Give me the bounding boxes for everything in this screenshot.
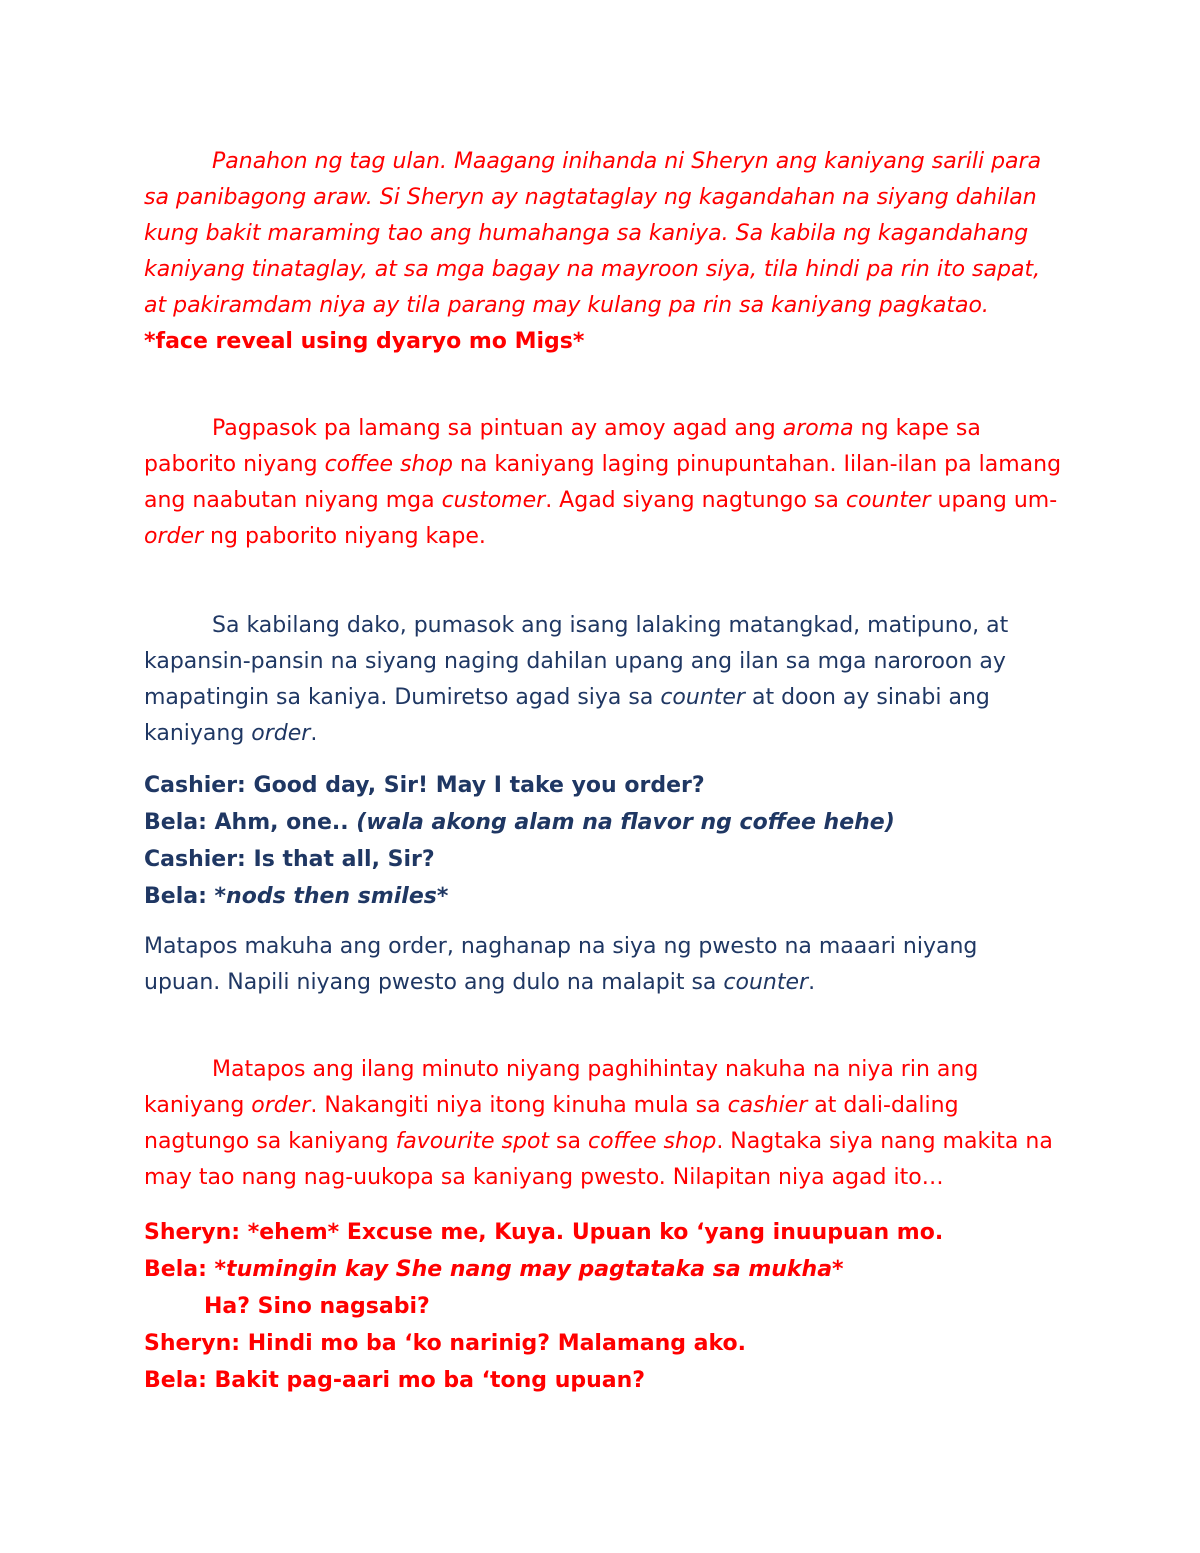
text: at dali-daling bbox=[807, 1093, 959, 1118]
text: Bela: * bbox=[144, 884, 227, 909]
paragraph-5 bbox=[144, 1052, 1064, 1196]
paragraph-5-line-4: may tao nang nag-uukopa sa kaniyang pwesto. Nilapitan niya agad ito… bbox=[144, 1165, 944, 1190]
stage-note bbox=[144, 324, 1064, 360]
text: ng paborito niyang kape. bbox=[203, 524, 486, 549]
dialogue-1 bbox=[144, 767, 1064, 915]
paragraph-4 bbox=[144, 929, 1064, 1001]
dialogue-line: Cashier: Good day, Sir! May I take you order? bbox=[144, 773, 705, 798]
emphasis: tumingin kay She nang may pagtataka sa mukha bbox=[226, 1257, 833, 1282]
emphasis: cashier bbox=[727, 1093, 808, 1118]
paragraph-5-line-2 bbox=[144, 1088, 1064, 1124]
emphasis: counter bbox=[660, 685, 745, 710]
dialogue-line: Sheryn: Hindi mo ba ‘ko narinig? Malamang ako. bbox=[144, 1331, 747, 1356]
text: * bbox=[436, 884, 449, 909]
dialogue-line: Bela: Bakit pag-aari mo ba ‘tong upuan? bbox=[144, 1368, 646, 1393]
emphasis: nods then smiles bbox=[226, 884, 437, 909]
text: Pagpasok pa lamang sa pintuan ay amoy agad ang bbox=[212, 416, 783, 441]
paragraph-5-line-1: Matapos ang ilang minuto niyang paghihintay nakuha na niya rin ang bbox=[212, 1057, 979, 1082]
text: . Nakangiti niya itong kinuha mula sa bbox=[310, 1093, 728, 1118]
dialogue-line bbox=[144, 804, 1064, 841]
dialogue-line: Ha? Sino nagsabi? bbox=[204, 1294, 430, 1319]
dialogue-line: Sheryn: *ehem* Excuse me, Kuya. Upuan ko ‘yang inuupuan mo. bbox=[144, 1220, 944, 1245]
paragraph-2-line-4 bbox=[144, 519, 1064, 555]
emphasis: (wala akong alam na flavor ng coffee hehe) bbox=[356, 810, 895, 835]
text: nagtungo sa kaniyang bbox=[144, 1129, 396, 1154]
emphasis: aroma bbox=[782, 416, 854, 441]
emphasis: coffee shop bbox=[324, 452, 453, 477]
paragraph-3-line-2: kapansin-pansin na siyang naging dahilan upang ang ilan sa mga naroroon ay bbox=[144, 649, 1006, 674]
text: upang um- bbox=[930, 488, 1058, 513]
dialogue-line: Cashier: Is that all, Sir? bbox=[144, 847, 435, 872]
paragraph-1 bbox=[144, 144, 1064, 324]
dialogue-line bbox=[144, 1251, 1064, 1288]
paragraph-2-line-3 bbox=[144, 483, 1064, 519]
emphasis: order bbox=[251, 721, 311, 746]
text: Bela: Ahm, one.. bbox=[144, 810, 357, 835]
text: at doon ay sinabi ang bbox=[744, 685, 990, 710]
emphasis: order bbox=[251, 1093, 311, 1118]
text: Bela: * bbox=[144, 1257, 227, 1282]
paragraph-1-line-2: sa panibagong araw. Si Sheryn ay nagtataglay ng kagandahan na siyang dahilan bbox=[144, 185, 1037, 210]
emphasis: customer bbox=[441, 488, 546, 513]
text: mapatingin sa kaniya. Dumiretso agad siya sa bbox=[144, 685, 661, 710]
emphasis: favourite spot bbox=[395, 1129, 550, 1154]
emphasis: counter bbox=[845, 488, 931, 513]
paragraph-3-line-3 bbox=[144, 680, 1064, 716]
stage-note-text: *face reveal using dyaryo mo Migs* bbox=[144, 329, 585, 354]
dialogue-line bbox=[144, 878, 1064, 915]
emphasis: order bbox=[144, 524, 204, 549]
text: sa bbox=[549, 1129, 588, 1154]
paragraph-1-line-4: kaniyang tinataglay, at sa mga bagay na mayroon siya, tila hindi pa rin ito sapat, bbox=[144, 257, 1041, 282]
paragraph-3-line-4 bbox=[144, 716, 1064, 752]
paragraph-3 bbox=[144, 608, 1064, 752]
paragraph-2-line-1 bbox=[144, 411, 1064, 447]
dialogue-2 bbox=[144, 1214, 1064, 1399]
paragraph-4-line-2 bbox=[144, 965, 1064, 1001]
text: kaniyang bbox=[144, 1093, 252, 1118]
paragraph-1-line-5: at pakiramdam niya ay tila parang may kulang pa rin sa kaniyang pagkatao. bbox=[144, 293, 989, 318]
text: . bbox=[808, 970, 816, 995]
text: upuan. Napili niyang pwesto ang dulo na malapit sa bbox=[144, 970, 724, 995]
text: ang naabutan niyang mga bbox=[144, 488, 442, 513]
emphasis: counter bbox=[723, 970, 809, 995]
paragraph-3-line-1: Sa kabilang dako, pumasok ang isang lalaking matangkad, matipuno, at bbox=[212, 613, 1009, 638]
paragraph-4-line-1: Matapos makuha ang order, naghanap na siya ng pwesto na maaari niyang bbox=[144, 934, 978, 959]
paragraph-1-line-1: Panahon ng tag ulan. Maagang inihanda ni Sheryn ang kaniyang sarili para bbox=[212, 149, 1042, 174]
paragraph-1-line-3: kung bakit maraming tao ang humahanga sa kaniya. Sa kabila ng kagandahang bbox=[144, 221, 1029, 246]
emphasis: coffee shop bbox=[587, 1129, 717, 1154]
text: paborito niyang bbox=[144, 452, 325, 477]
text: . bbox=[310, 721, 318, 746]
paragraph-5-line-3 bbox=[144, 1124, 1064, 1160]
paragraph-2 bbox=[144, 411, 1064, 555]
text: kaniyang bbox=[144, 721, 252, 746]
text: ng kape sa bbox=[853, 416, 981, 441]
text: * bbox=[832, 1257, 844, 1282]
text: . Agad siyang nagtungo sa bbox=[545, 488, 846, 513]
text: . Nagtaka siya nang makita na bbox=[716, 1129, 1053, 1154]
text: na kaniyang laging pinupuntahan. Iilan-ilan pa lamang bbox=[452, 452, 1062, 477]
paragraph-2-line-2 bbox=[144, 447, 1064, 483]
